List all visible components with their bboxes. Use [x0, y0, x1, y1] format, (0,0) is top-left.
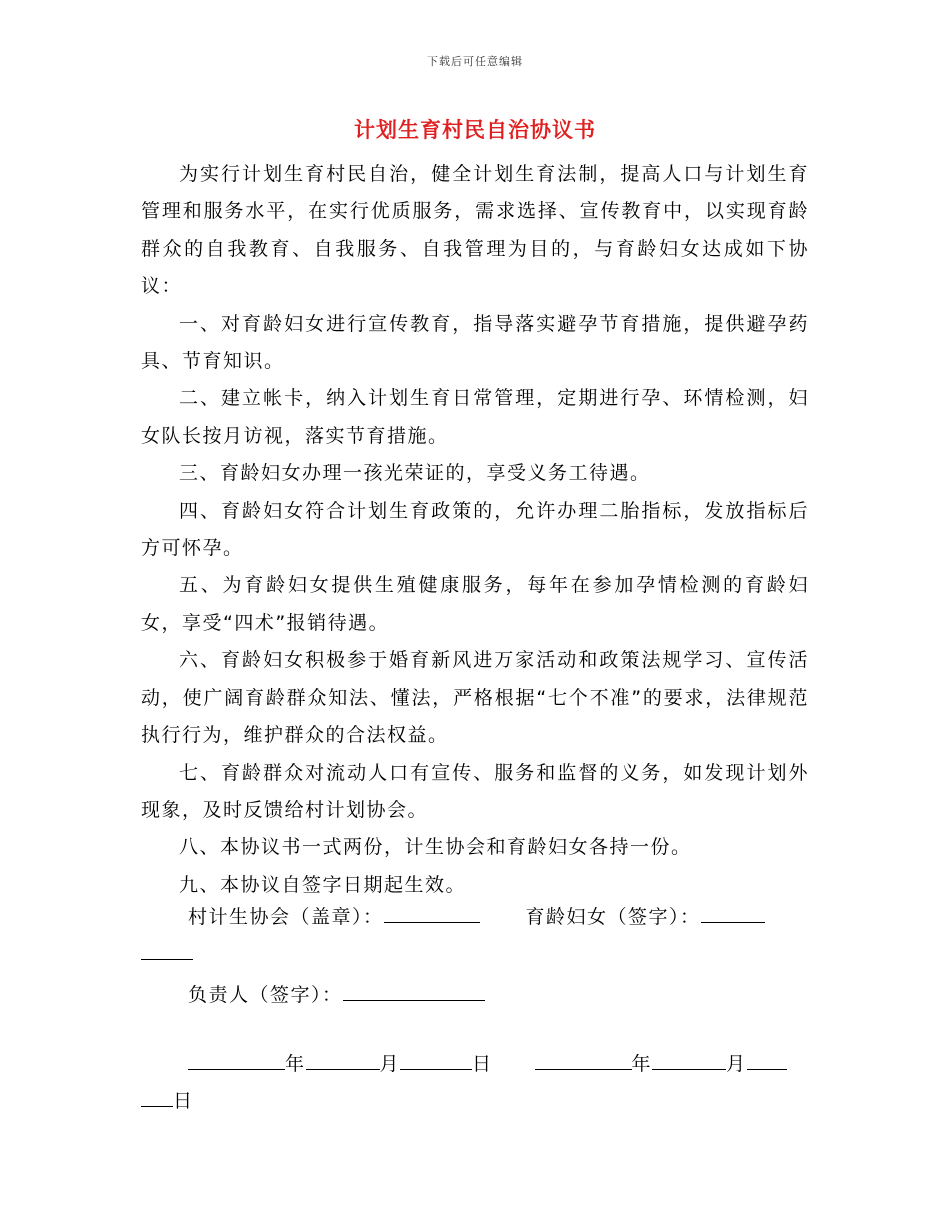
year-label-1: 年 — [285, 1053, 306, 1075]
date-year-line-1[interactable] — [188, 1047, 285, 1070]
clause-8: 八、本协议书一式两份，计生协会和育龄妇女各持一份。 — [179, 836, 692, 859]
association-seal-line[interactable] — [384, 900, 480, 923]
woman-signature-line-cont[interactable] — [141, 937, 193, 960]
date-month-line-1[interactable] — [306, 1047, 380, 1070]
intro-paragraph: 为实行计划生育村民自治，健全计划生育法制，提高人口与计划生育管理和服务水平，在实行优质服务，需求选择、宣传教育中，以实现育龄群众的自我教育、自我服务、自我管理为目的，与育龄妇女达成如下协议： — [141, 163, 809, 298]
document-title: 计划生育村民自治协议书 — [354, 118, 596, 142]
date-row-continued — [141, 1083, 809, 1120]
year-label-2: 年 — [631, 1053, 653, 1075]
clause-5: 五、为育龄妇女提供生殖健康服务，每年在参加孕情检测的育龄妇女，享受“四术”报销待遇。 — [141, 574, 809, 634]
date-day-line-1[interactable] — [400, 1047, 472, 1070]
association-seal-label: 村计生协会（盖章）： — [188, 906, 384, 928]
header-note: 下载后可任意编辑 — [427, 55, 523, 68]
date-year-line-2[interactable] — [535, 1047, 632, 1070]
signature-row-1-continued — [141, 936, 809, 973]
responsible-signature-line[interactable] — [343, 978, 485, 1001]
date-month-line-2[interactable] — [652, 1047, 726, 1070]
woman-signature-line[interactable] — [701, 900, 765, 923]
signature-row-2 — [141, 977, 809, 1014]
clause-2: 二、建立帐卡，纳入计划生育日常管理，定期进行孕、环情检测，妇女队长按月访视，落实节育措施。 — [141, 387, 809, 447]
date-day-line-2-cont[interactable] — [141, 1084, 173, 1107]
date-day-line-2[interactable] — [747, 1047, 787, 1070]
clause-6: 六、育龄妇女积极参于婚育新风进万家活动和政策法规学习、宣传活动，使广阔育龄群众知法、懂法，严格根据“七个不准”的要求，法律规范执行行为，维护群众的合法权益。 — [141, 649, 809, 747]
woman-signature-label: 育龄妇女（签字）： — [525, 906, 701, 928]
responsible-signature-label: 负责人（签字）： — [188, 984, 343, 1006]
day-label-1: 日 — [472, 1053, 493, 1075]
clause-1: 一、对育龄妇女进行宣传教育，指导落实避孕节育措施，提供避孕药具、节育知识。 — [141, 312, 809, 373]
signature-section — [141, 899, 809, 1014]
month-label-1: 月 — [379, 1053, 401, 1075]
clause-3: 三、育龄妇女办理一孩光荣证的，享受义务工待遇。 — [179, 462, 651, 485]
clause-4: 四、育龄妇女符合计划生育政策的，允许办理二胎指标，发放指标后方可怀孕。 — [141, 499, 809, 560]
clause-7: 七、育龄群众对流动人口有宣传、服务和监督的义务，如发现计划外现象，及时反馈给村计划协会。 — [141, 761, 809, 821]
signature-row-1 — [141, 899, 809, 936]
date-row — [141, 1046, 809, 1083]
clause-9: 九、本协议自签字日期起生效。 — [179, 873, 467, 896]
day-label-2: 日 — [173, 1090, 194, 1112]
date-section — [141, 1046, 809, 1120]
month-label-2: 月 — [726, 1053, 747, 1075]
document-body — [141, 156, 809, 904]
